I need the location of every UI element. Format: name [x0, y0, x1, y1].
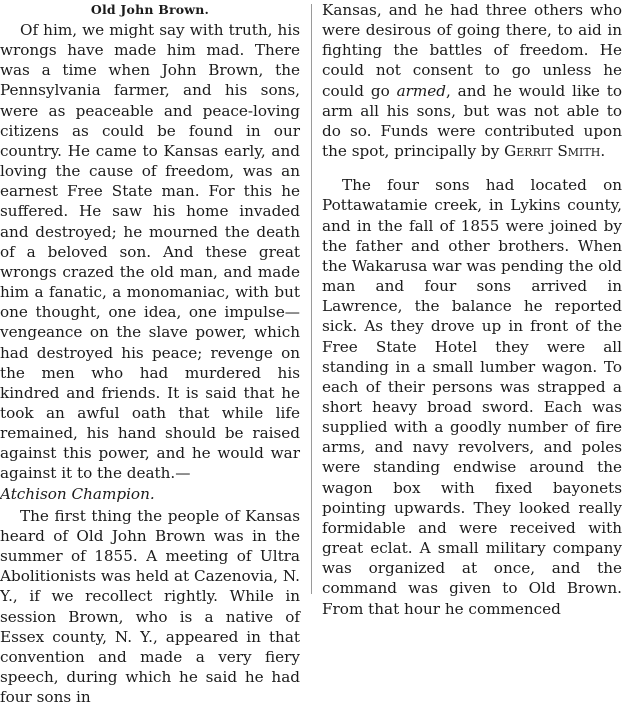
- right-column: [322, 0, 622, 619]
- name-gerrit-smith: Gerrit Smith: [504, 142, 601, 161]
- continued-text-start: Kansas, and he had three others who were desirous of going there, to aid in fighting the battles of freedom. He could not consent to go unless he could go: [322, 1, 622, 100]
- paragraph-continued: [322, 0, 622, 161]
- column-divider: [311, 4, 312, 594]
- left-column: [0, 0, 300, 707]
- paragraph-gap: [322, 161, 622, 175]
- paragraph-3: The four sons had located on Pottawatamie creek, in Lykins county, and in the fall of 1855 were joined by the father and other brothers. When the Wakarusa war was pending the old man and four sons arrived in Lawrence, the balance he reported sick. As they drove up in front of the Free State Hotel they were all standing in a small lumber wagon. To each of their persons was strapped a short heavy broad sword. Each was supplied with a goodly number of fire arms, and navy revolvers, and poles were standing endwise around the wagon box with fixed bayonets pointing upwards. They looked really formidable and were received with great eclat. A small military company was organized at once, and the command was given to Old Brown. From that hour he commenced: [322, 176, 622, 618]
- continued-text-end: .: [600, 142, 606, 161]
- paragraph-1: [0, 20, 300, 504]
- paragraph-1-text: Of him, we might say with truth, his wrongs have made him mad. There was a time when John Brown, the Pennsylvania farmer, and his sons, were as peaceable and peace-loving citizens as could be found in our country. He came to Kansas early, and loving the cause of freedom, was an earnest Free State man. For this he suffered. He saw his home invaded and destroyed; he mourned the death of a beloved son. And these great wrongs crazed the old man, and made him a fanatic, a monomaniac, with but one thought, one idea, one impulse—vengeance on the slave power, which had destroyed his peace; revenge on the men who had murdered his kindred and friends. It is said that he took an awful oath that while life remained, his hand should be raised against this power, and he would war against it to the death.—: [0, 21, 300, 483]
- paragraph-2: The first thing the people of Kansas heard of Old John Brown was in the summer of 1855. A meeting of Ultra Abolitionists was held at Cazenovia, N. Y., if we recollect rightly. While in session Brown, who is a native of Essex county, N. Y., appeared in that convention and made a very fiery speech, during which he said he had four sons in: [0, 506, 300, 707]
- continued-text-mid: , and he would like to arm all his sons, but was not able to do so. Funds were contributed upon the spot, principally by: [322, 81, 622, 161]
- attribution: Atchison Champion.: [0, 484, 155, 503]
- article-title: Old John Brown.: [90, 2, 210, 17]
- emphasis-armed: armed: [396, 81, 446, 100]
